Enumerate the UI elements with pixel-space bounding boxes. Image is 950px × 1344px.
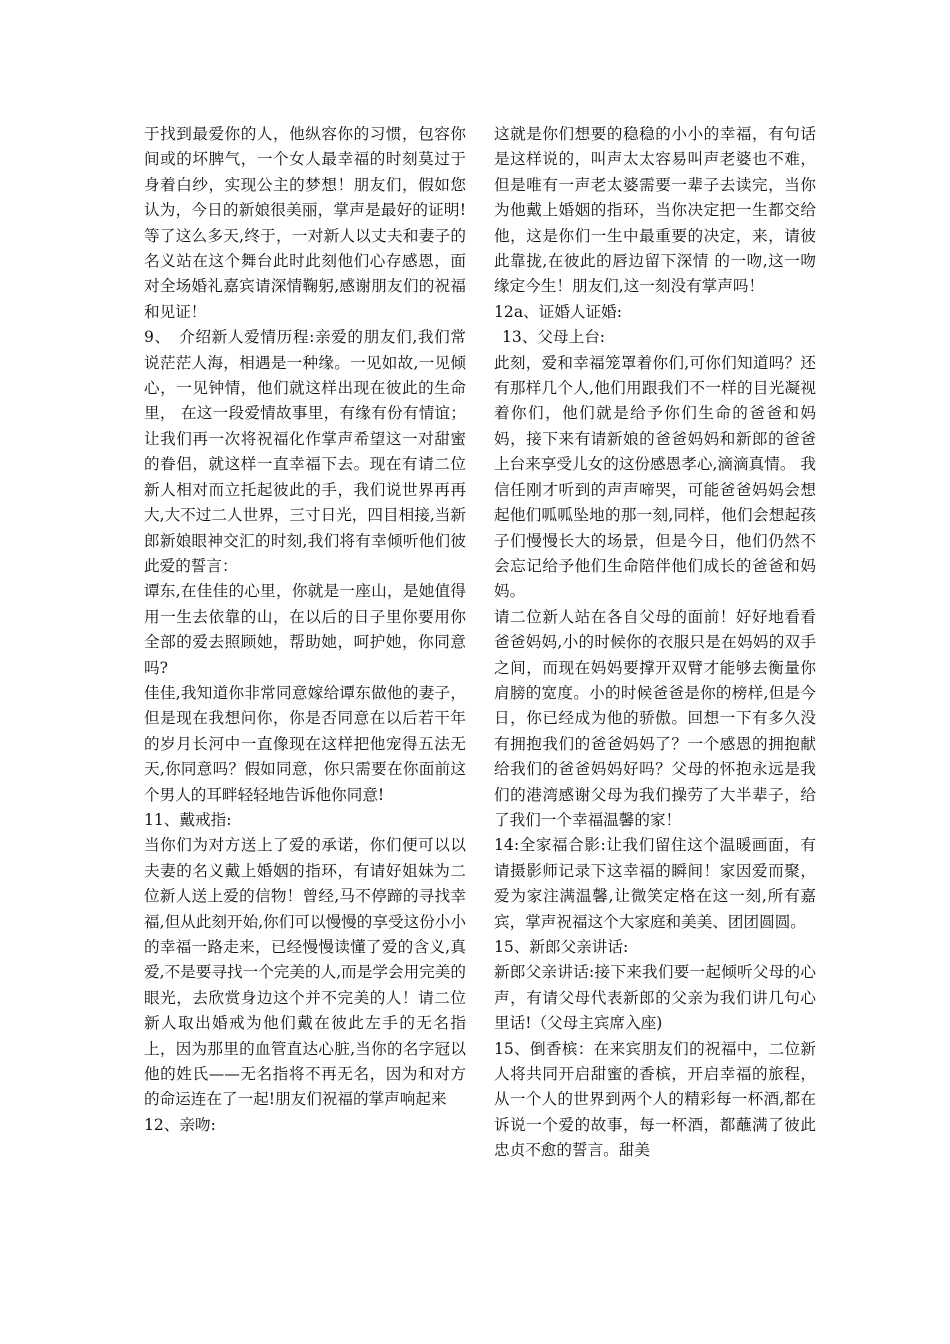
left-text-column: [144, 122, 466, 1138]
paragraph-parents-embrace: 请二位新人站在各自父母的面前！好好地看看爸爸妈妈,小的时候你的衣服只是在妈妈的双手之间，而现在妈妈要撑开双臂才能够去衡量你肩膀的宽度。小的时候爸爸是你的榜样,但是今日，你已经成为他的骄傲。回想一下有多久没有拥抱我们的爸爸妈妈了？一个感恩的拥抱献给我们的爸爸妈妈好吗？父母的怀抱永远是我们的港湾感谢父母为我们操劳了大半辈子，给了我们一个幸福温馨的家！: [494, 607, 816, 829]
heading-section-11: 11、戴戒指:: [144, 810, 232, 829]
paragraph-rings: 当你们为对方送上了爱的承诺，你们便可以以夫妻的名义戴上婚姻的指环，有请好姐妹为二位新人送上爱的信物！曾经,马不停蹄的寻找幸福,但从此刻开始,你们可以慢慢的享受这份小小的幸福一路走来，已经慢慢读懂了爱的含义,真爱,不是要寻找一个完美的人,而是学会用完美的眼光，去欣赏身边这个并不完美的人！请二位新人取出婚戒为他们戴在彼此左手的无名指上，因为那里的血管直达心脏,当你的名字冠以他的姓氏——无名指将不再无名，因为和对方的命运连在了一起!朋友们祝福的掌声响起来: [144, 836, 466, 1109]
paragraph-bride-vow: 佳佳,我知道你非常同意嫁给谭东做他的妻子，但是现在我想问你，你是否同意在以后若干年的岁月长河中一直像现在这样把他宠得五法无天,你同意吗？假如同意，你只需要在你面前这个男人的耳畔轻轻地告诉他你同意!: [144, 683, 466, 804]
paragraph-section-9: 9、 介绍新人爱情历程:亲爱的朋友们,我们常说茫茫人海，相遇是一种缘。一见如故,一见倾心，一见钟情，他们就这样出现在彼此的生命里， 在这一段爱情故事里，有缘有份有情谊；让我们再一次将祝福化作掌声希望这一对甜蜜的眷侣，就这样一直幸福下去。现在有请二位新人相对而立托起彼此的手，我们说世界再再大,大不过二人世界，三寸日光，四目相接,当新郎新娘眼神交汇的时刻,我们将有幸倾听他们彼此爱的誓言：: [144, 328, 466, 575]
paragraph-father-speech: 新郎父亲讲话:接下来我们要一起倾听父母的心声，有请父母代表新郎的父亲为我们讲几句心里话!（父母主宾席入座): [494, 963, 816, 1033]
paragraph-champagne: 15、倒香槟：在来宾朋友们的祝福中，二位新人将共同开启甜蜜的香槟，开启幸福的旅程，从一个人的世界到两个人的精彩每一杯酒,都在诉说一个爱的故事，每一杯酒，都蘸满了彼此忠贞不愈的誓言。甜美: [494, 1039, 816, 1160]
paragraph-family-photo: 14:全家福合影:让我们留住这个温暖画面，有请摄影师记录下这幸福的瞬间！家因爱而聚，爱为家注满温馨,让微笑定格在这一刻,所有嘉宾，掌声祝福这个大家庭和美美、团团圆圆。: [494, 836, 816, 931]
paragraph-groom-vow: 谭东,在佳佳的心里，你就是一座山，是她值得用一生去依靠的山，在以后的日子里你要用你全部的爱去照顾她，帮助她，呵护她，你同意吗?: [144, 582, 466, 677]
right-text-column: [494, 122, 816, 1164]
paragraph-parents-stage: 此刻，爱和幸福笼罩着你们,可你们知道吗？还有那样几个人,他们用跟我们不一样的目光凝视着你们，他们就是给予你们生命的爸爸和妈妈，接下来有请新娘的爸爸妈妈和新郎的爸爸上台来享受儿女的这份感恩孝心,滴滴真情。 我信任刚才听到的声声啼哭，可能爸爸妈妈会想起他们呱呱坠地的那一刻,同样，他们会想起孩子们慢慢长大的场景，但是今日，他们仍然不会忘记给予他们生命陪伴他们成长的爸爸和妈妈。: [494, 353, 816, 601]
paragraph-kiss: 这就是你们想要的稳稳的小小的幸福，有句话是这样说的，叫声太太容易叫声老婆也不难，但是唯有一声老太婆需要一辈子去读完，当你为他戴上婚姻的指环，当你决定把一生都交给他，这是你们一生中最重要的决定，来，请彼此靠拢,在彼此的唇边留下深情 的一吻,这一吻缘定今生！朋友们,这一刻没有掌声吗！: [494, 125, 816, 296]
heading-section-15-father: 15、新郎父亲讲话:: [494, 938, 629, 956]
heading-section-12: 12、亲吻:: [144, 1115, 216, 1134]
heading-section-13: 13、父母上台:: [502, 328, 606, 347]
heading-section-12a: 12a、证婚人证婚:: [494, 302, 622, 321]
paragraph-intro: 于找到最爱你的人，他纵容你的习惯，包容你间或的坏脾气，一个女人最幸福的时刻莫过于身着白纱，实现公主的梦想！朋友们，假如您认为，今日的新娘很美丽，掌声是最好的证明!等了这么多天,终于，一对新人以丈夫和妻子的名义站在这个舞台此时此刻他们心存感恩，面对全场婚礼嘉宾请深情鞠躬,感谢朋友们的祝福和见证！: [144, 125, 466, 321]
